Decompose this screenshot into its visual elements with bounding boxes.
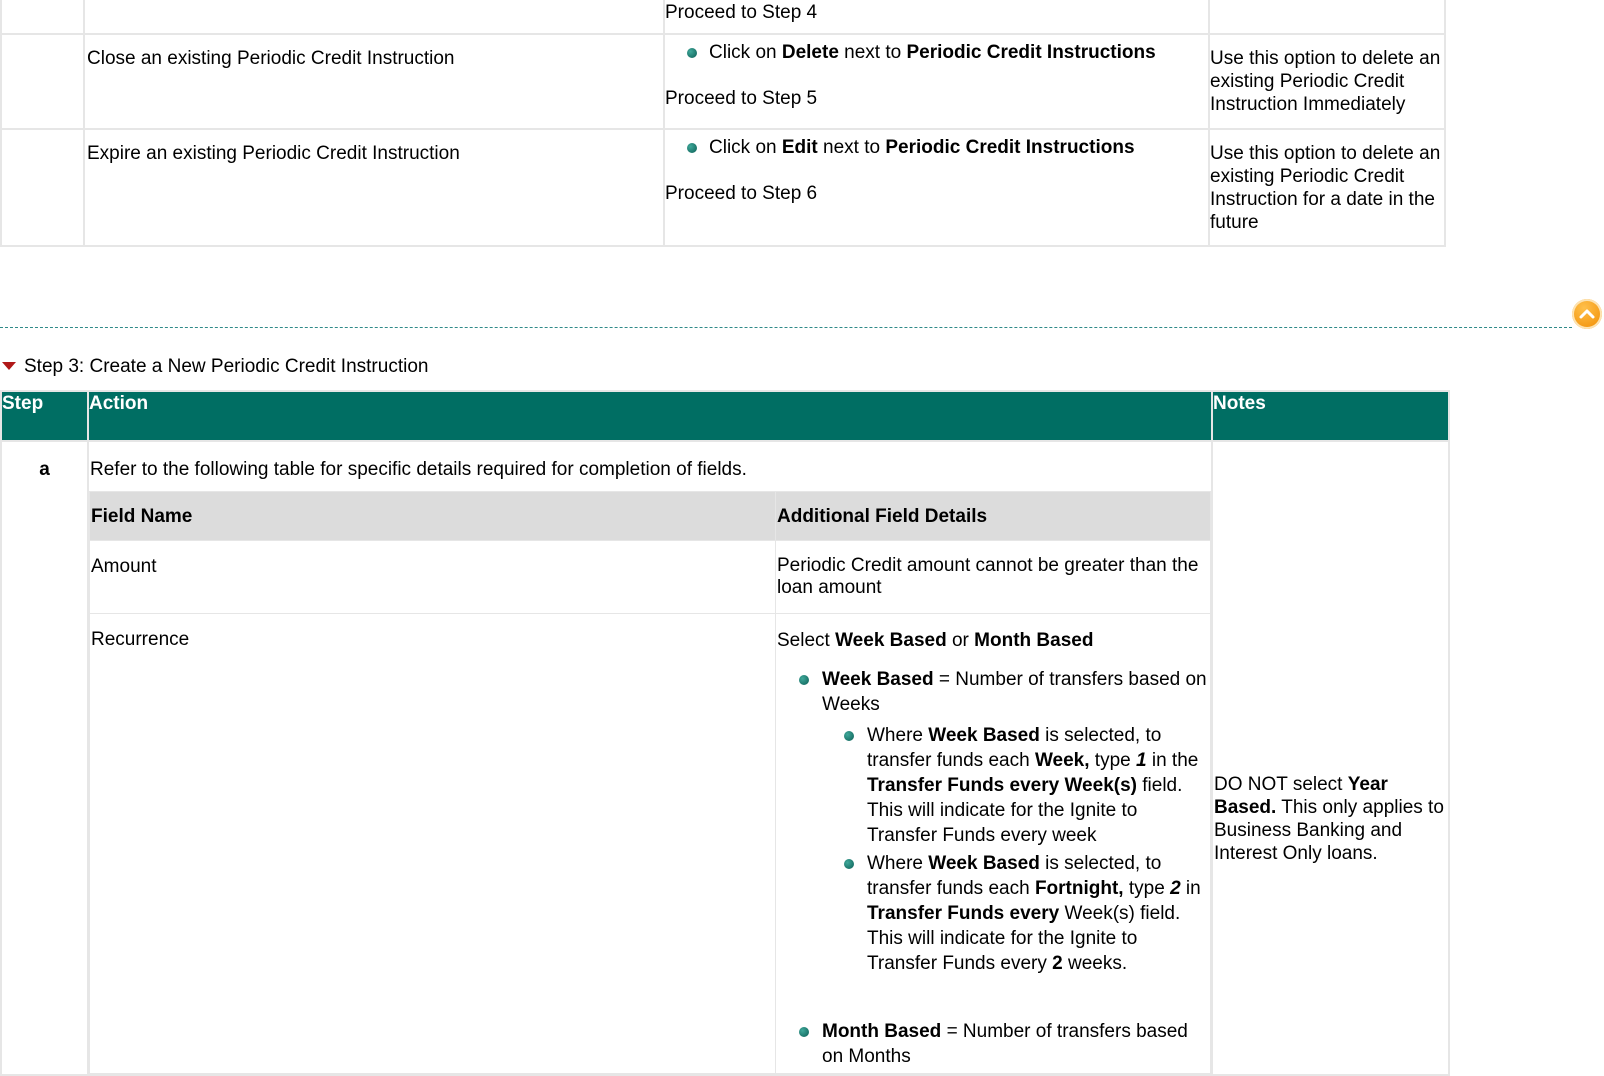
header-field-name: Field Name	[90, 492, 776, 541]
inner-header-row	[90, 492, 1211, 541]
step-letter: a	[1, 441, 88, 1075]
step3-table	[0, 390, 1450, 1076]
field-name: Amount	[90, 541, 776, 614]
list-item: Where Week Based is selected, to transfer funds each Fortnight, type 2 in Transfer Funds every Week(s) field. This will indicate for the Ignite to Transfer Funds every 2 weeks.	[867, 851, 1210, 976]
list-item: Click on Delete next to Periodic Credit Instructions	[709, 41, 1208, 64]
week-based-list	[822, 723, 1210, 976]
recurrence-list	[777, 667, 1210, 1069]
collapse-arrow-icon	[2, 362, 16, 370]
instructions-cell	[664, 129, 1209, 246]
field-name: Recurrence	[90, 614, 776, 1074]
table-row	[1, 129, 1445, 246]
proceed-text: Proceed to Step 6	[665, 183, 818, 204]
step3-toggle[interactable]	[2, 354, 428, 378]
notes-cell: DO NOT select Year Based. This only applies to Business Banking and Interest Only loans.	[1212, 441, 1449, 1075]
action-cell: Expire an existing Periodic Credit Instruction	[84, 129, 664, 246]
field-details: Periodic Credit amount cannot be greater than the loan amount	[776, 541, 1211, 614]
header-step: Step	[1, 391, 88, 441]
step3-heading: Step 3: Create a New Periodic Credit Instruction	[24, 355, 429, 377]
field-details	[776, 614, 1211, 1074]
options-table	[0, 0, 1446, 247]
back-to-top-button[interactable]	[1572, 299, 1602, 329]
instruction-list	[665, 136, 1208, 159]
proceed-text: Proceed to Step 5	[665, 88, 818, 109]
delete-label: Delete	[781, 42, 839, 63]
table-header-row	[1, 391, 1449, 441]
intro-text: Refer to the following table for specific details required for completion of fields.	[90, 459, 747, 480]
action-cell	[88, 441, 1212, 1075]
header-notes: Notes	[1212, 391, 1449, 441]
edit-label: Edit	[781, 137, 818, 158]
list-item: Month Based = Number of transfers based on Months	[822, 1019, 1210, 1069]
list-item: Week Based = Number of transfers based on Weeks Where Week Based is selected, to transfer funds each Week, type 1 in the Transfer Funds every Week(s) field. This will indicate for the Ignite to Transfer Funds every week Where Week Based is selected, to transfer funds each Fortnight, type 2 in Transfer Funds every Week(s) field. This will indicate for the Ignite to Transfer Funds every 2 weeks.	[822, 667, 1210, 976]
note-cell: Use this option to delete an existing Periodic Credit Instruction Immediately	[1209, 34, 1445, 129]
instructions-cell	[664, 34, 1209, 129]
table-row	[1, 34, 1445, 129]
field-details-table	[89, 491, 1211, 1074]
table-row	[90, 614, 1211, 1074]
header-additional-details: Additional Field Details	[776, 492, 1211, 541]
header-action: Action	[88, 391, 1212, 441]
list-item: Where Week Based is selected, to transfer funds each Week, type 1 in the Transfer Funds every Week(s) field. This will indicate for the Ignite to Transfer Funds every week	[867, 723, 1210, 848]
table-row	[1, 441, 1449, 1075]
list-item: Click on Edit next to Periodic Credit Instructions	[709, 136, 1208, 159]
table-row	[1, 0, 1445, 34]
instruction-list	[665, 41, 1208, 64]
section-divider	[0, 327, 1572, 328]
chevron-up-icon	[1578, 305, 1596, 323]
recurrence-select-text: Select Week Based or Month Based	[777, 630, 1094, 651]
proceed-text: Proceed to Step 4	[665, 2, 818, 23]
table-row	[90, 541, 1211, 614]
action-cell: Close an existing Periodic Credit Instruction	[84, 34, 664, 129]
note-cell: Use this option to delete an existing Periodic Credit Instruction for a date in the future	[1209, 129, 1445, 246]
